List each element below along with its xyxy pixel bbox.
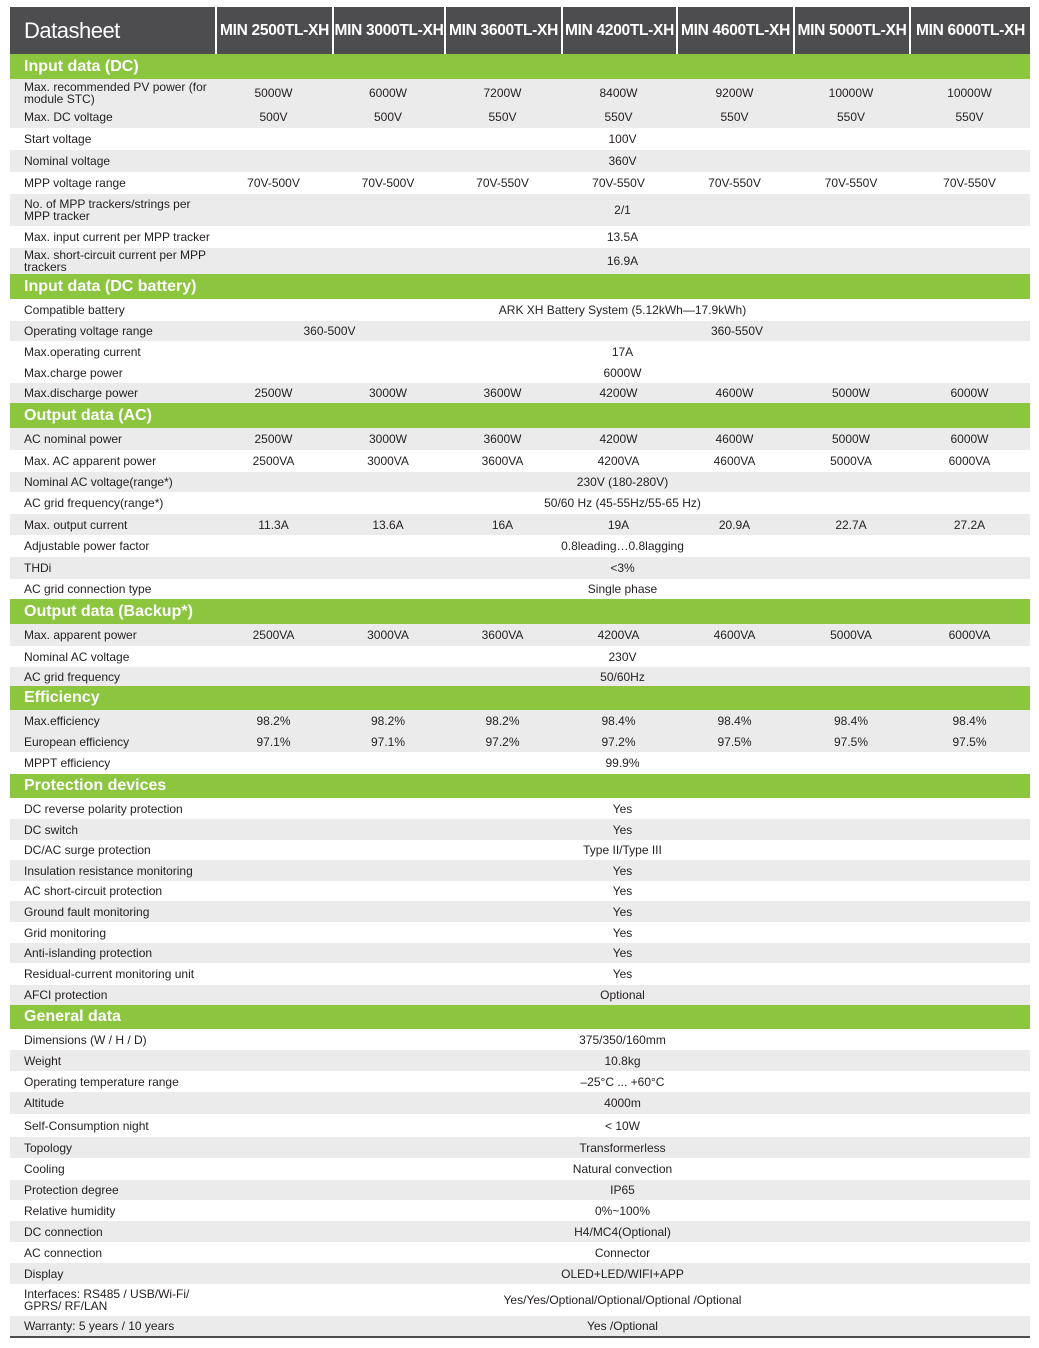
value-cell: 70V-550V xyxy=(708,176,761,190)
value-cell: 4600VA xyxy=(713,454,756,468)
value-cell: 70V-550V xyxy=(476,176,529,190)
table-row xyxy=(10,943,1030,963)
value-cell: 6000VA xyxy=(948,628,991,642)
column-header-model: MIN 3600TL-XH xyxy=(444,7,561,54)
table-row xyxy=(10,985,1030,1005)
value-cell: 98.4% xyxy=(717,713,752,728)
section-header: Input data (DC battery) xyxy=(10,274,1030,299)
row-label: AC grid connection type xyxy=(24,582,152,596)
value-cell: 70V-550V xyxy=(824,176,878,190)
row-label: Nominal AC voltage xyxy=(24,649,130,664)
table-row xyxy=(10,428,1030,450)
value-cell: 27.2A xyxy=(953,517,986,532)
section-header: Output data (Backup*) xyxy=(10,599,1030,624)
row-label: AC grid frequency xyxy=(24,669,121,684)
table-row xyxy=(10,1137,1030,1158)
row-label: DC connection xyxy=(24,1224,103,1239)
section-header: Output data (AC) xyxy=(10,403,1030,428)
row-label: Insulation resistance monitoring xyxy=(24,863,193,878)
value-cell: 7200W xyxy=(483,85,522,100)
row-label: Residual-current monitoring unit xyxy=(24,967,195,981)
value-cell: 98.4% xyxy=(601,713,636,728)
row-label: Altitude xyxy=(24,1096,65,1110)
value-cell: 2500W xyxy=(254,386,293,400)
merged-value-cell: Connector xyxy=(594,1245,651,1260)
value-cell: 3000VA xyxy=(367,628,409,642)
table-row xyxy=(10,1114,1030,1137)
merged-value-cell: 6000W xyxy=(603,366,642,380)
row-label: Max.charge power xyxy=(24,366,123,380)
merged-value-cell: 0.8leading…0.8lagging xyxy=(561,539,684,553)
datasheet-table xyxy=(10,7,1030,1338)
merged-value-cell: 230V xyxy=(608,649,637,664)
table-row xyxy=(10,579,1030,599)
row-label: Max.efficiency xyxy=(24,713,100,728)
row-label: Dimensions (W / H / D) xyxy=(24,1032,147,1047)
table-row xyxy=(10,514,1030,535)
table-row xyxy=(10,341,1030,363)
merged-value-cell: IP65 xyxy=(610,1183,635,1197)
value-cell: 2500VA xyxy=(252,628,295,642)
row-label: No. of MPP trackers/strings per MPP tracker xyxy=(24,197,191,223)
value-cell: 4200W xyxy=(599,386,638,400)
table-row xyxy=(10,1200,1030,1221)
table-row xyxy=(10,922,1030,943)
row-label: Max. AC apparent power xyxy=(24,454,157,468)
row-label: Warranty: 5 years / 10 years xyxy=(24,1319,175,1333)
value-cell: 2500VA xyxy=(252,454,295,468)
table-row xyxy=(10,1180,1030,1200)
value-cell: 70V-500V xyxy=(361,176,415,190)
merged-value-cell: Yes xyxy=(612,904,633,919)
merged-value-cell: Yes xyxy=(612,822,633,837)
row-label: Protection degree xyxy=(24,1183,119,1197)
row-label: Operating temperature range xyxy=(24,1074,179,1089)
merged-value-cell: 13.5A xyxy=(606,230,639,244)
bottom-rule xyxy=(10,1336,1030,1338)
merged-value-cell: Yes/Yes/Optional/Optional/Optional /Optional xyxy=(503,1293,742,1307)
column-header-model: MIN 4600TL-XH xyxy=(676,7,793,54)
value-cell: 9200W xyxy=(715,85,754,100)
table-row xyxy=(10,194,1030,226)
value-cell: 3000VA xyxy=(367,454,409,468)
value-cell: 3600VA xyxy=(481,628,524,642)
row-label: Self-Consumption night xyxy=(24,1118,149,1133)
value-cell: 6000W xyxy=(950,386,989,400)
merged-value-cell: 50/60 Hz (45-55Hz/55-65 Hz) xyxy=(544,496,701,510)
table-row xyxy=(10,731,1030,752)
row-label: Max. input current per MPP tracker xyxy=(24,230,210,244)
merged-value-cell: Yes xyxy=(612,967,633,981)
table-row xyxy=(10,321,1030,341)
value-cell: 19A xyxy=(607,517,630,532)
merged-value-cell: OLED+LED/WIFI+APP xyxy=(561,1266,684,1281)
value-cell: 5000VA xyxy=(830,454,872,468)
merged-value-cell: 360V xyxy=(608,154,637,168)
value-cell: 6000VA xyxy=(948,454,991,468)
row-label: Topology xyxy=(24,1140,73,1155)
row-label: AC short-circuit protection xyxy=(24,884,163,898)
value-cell: 16A xyxy=(491,517,514,532)
value-cell: 98.4% xyxy=(952,713,987,728)
table-row xyxy=(10,226,1030,248)
value-cell: 4200VA xyxy=(597,454,640,468)
value-cell: 13.6A xyxy=(372,517,404,532)
row-label: Compatible battery xyxy=(24,303,125,317)
table-row xyxy=(10,819,1030,840)
value-cell: 550V xyxy=(604,110,633,124)
value-cell: 550V xyxy=(720,110,749,124)
value-cell: 97.5% xyxy=(833,734,869,749)
row-label: Start voltage xyxy=(24,132,92,146)
column-header-model: MIN 5000TL-XH xyxy=(793,7,909,54)
column-header-model: MIN 4200TL-XH xyxy=(561,7,676,54)
column-header-model: MIN 3000TL-XH xyxy=(332,7,444,54)
merged-value-cell: 4000m xyxy=(604,1096,641,1110)
row-label: Relative humidity xyxy=(24,1203,116,1218)
value-cell: 10000W xyxy=(947,85,992,100)
table-row xyxy=(10,450,1030,472)
row-label: Operating voltage range xyxy=(24,324,153,338)
value-cell: 5000W xyxy=(831,432,871,446)
row-label: Anti-islanding protection xyxy=(24,946,153,960)
merged-value-cell: 230V (180-280V) xyxy=(576,475,669,489)
merged-value-cell: Transformerless xyxy=(579,1140,666,1155)
table-row xyxy=(10,106,1030,128)
value-cell: 3600VA xyxy=(481,454,524,468)
merged-value-cell: 375/350/160mm xyxy=(579,1032,666,1047)
value-cell: 20.9A xyxy=(718,517,751,532)
table-row xyxy=(10,1092,1030,1114)
row-label: AC nominal power xyxy=(24,432,123,446)
row-label: Grid monitoring xyxy=(24,925,107,940)
row-label: DC switch xyxy=(24,822,79,837)
table-row xyxy=(10,363,1030,383)
table-row xyxy=(10,472,1030,492)
merged-value-cell: Single phase xyxy=(587,582,658,596)
table-row xyxy=(10,901,1030,922)
merged-value-cell: 50/60Hz xyxy=(600,669,645,684)
table-row xyxy=(10,710,1030,731)
row-label: DC/AC surge protection xyxy=(24,843,151,857)
row-label: Ground fault monitoring xyxy=(24,904,150,919)
table-row xyxy=(10,1221,1030,1242)
value-cell: 550V xyxy=(836,110,866,124)
merged-value-cell: <3% xyxy=(610,561,635,575)
merged-value-cell: Type II/Type III xyxy=(583,843,662,857)
table-header xyxy=(10,7,1030,54)
table-row xyxy=(10,299,1030,321)
table-row xyxy=(10,1050,1030,1071)
row-label: Interfaces: RS485 / USB/Wi-Fi/ GPRS/ RF/LAN xyxy=(24,1287,190,1313)
table-row xyxy=(10,535,1030,557)
table-row xyxy=(10,1242,1030,1263)
merged-value-cell: 10.8kg xyxy=(604,1053,641,1068)
row-label: Nominal voltage xyxy=(24,154,111,168)
value-cell: 70V-550V xyxy=(592,176,645,190)
value-cell: 4600W xyxy=(715,432,754,446)
table-row xyxy=(10,1071,1030,1092)
value-cell: 3000W xyxy=(368,432,408,446)
table-row xyxy=(10,383,1030,403)
value-cell: 70V-550V xyxy=(943,176,996,190)
value-cell: 550V xyxy=(955,110,984,124)
value-cell: 6000W xyxy=(950,432,989,446)
value-cell: 98.2% xyxy=(485,713,520,728)
merged-value-cell: Yes xyxy=(612,801,633,816)
value-cell: 360-500V xyxy=(303,324,356,338)
row-label: Cooling xyxy=(24,1162,65,1176)
value-cell: 3600W xyxy=(483,386,522,400)
merged-value-cell: Yes xyxy=(612,946,633,960)
value-cell: 10000W xyxy=(828,85,874,100)
value-cell: 4600VA xyxy=(713,628,756,642)
merged-value-cell: Optional xyxy=(600,988,645,1002)
column-header-model: MIN 6000TL-XH xyxy=(909,7,1030,54)
merged-value-cell: –25°C ... +60°C xyxy=(580,1074,665,1089)
merged-value-cell: Yes /Optional xyxy=(587,1319,658,1333)
row-label: Weight xyxy=(24,1053,62,1068)
value-cell: 6000W xyxy=(368,85,408,100)
row-label: Nominal AC voltage(range*) xyxy=(24,475,173,489)
value-cell: 4600W xyxy=(715,386,754,400)
value-cell: 3000W xyxy=(368,386,408,400)
table-row xyxy=(10,150,1030,172)
column-header-model: MIN 2500TL-XH xyxy=(215,7,332,54)
value-cell: 2500W xyxy=(254,432,293,446)
table-row xyxy=(10,557,1030,579)
value-cell: 97.2% xyxy=(601,734,636,749)
table-row xyxy=(10,1029,1030,1050)
row-label: European efficiency xyxy=(24,734,130,749)
table-row xyxy=(10,79,1030,106)
table-row xyxy=(10,840,1030,860)
table-row xyxy=(10,492,1030,514)
table-row xyxy=(10,881,1030,901)
section-header: General data xyxy=(10,1005,1030,1029)
value-cell: 97.5% xyxy=(952,734,987,749)
value-cell: 550V xyxy=(488,110,517,124)
table-row xyxy=(10,963,1030,985)
page-title: Datasheet xyxy=(10,7,215,54)
row-label: Max. output current xyxy=(24,517,128,532)
merged-value-cell: < 10W xyxy=(604,1118,640,1133)
merged-value-cell: H4/MC4(Optional) xyxy=(574,1224,671,1239)
table-row xyxy=(10,667,1030,686)
row-label: MPPT efficiency xyxy=(24,756,111,770)
row-label: AC grid frequency(range*) xyxy=(24,496,164,510)
row-label: MPP voltage range xyxy=(24,176,126,190)
row-label: AC connection xyxy=(24,1245,103,1260)
merged-value-cell: Natural convection xyxy=(572,1162,673,1176)
merged-value-cell: Yes xyxy=(612,884,633,898)
row-label: Max. short-circuit current per MPP trackers xyxy=(24,248,206,274)
row-label: THDi xyxy=(24,561,52,575)
row-label: AFCI protection xyxy=(24,988,108,1002)
table-row xyxy=(10,172,1030,194)
table-row xyxy=(10,860,1030,881)
value-cell: 5000VA xyxy=(830,628,872,642)
section-header: Protection devices xyxy=(10,774,1030,798)
merged-value-cell: 2/1 xyxy=(614,203,631,217)
table-row xyxy=(10,1284,1030,1316)
value-cell: 98.2% xyxy=(256,713,291,728)
merged-value-cell: 17A xyxy=(611,345,634,359)
row-label: Display xyxy=(24,1266,64,1281)
value-cell: 97.1% xyxy=(370,734,406,749)
merged-value-cell: 99.9% xyxy=(605,756,640,770)
table-row xyxy=(10,128,1030,150)
value-cell: 8400W xyxy=(599,85,638,100)
table-row xyxy=(10,624,1030,646)
value-cell: 5000W xyxy=(254,85,293,100)
merged-value-cell: Yes xyxy=(612,863,633,878)
table-row xyxy=(10,1158,1030,1180)
value-cell: 98.4% xyxy=(833,713,869,728)
merged-value-cell: ARK XH Battery System (5.12kWh—17.9kWh) xyxy=(498,303,747,317)
section-header: Input data (DC) xyxy=(10,54,1030,79)
table-row xyxy=(10,752,1030,774)
value-cell: 98.2% xyxy=(370,713,406,728)
row-label: Max. apparent power xyxy=(24,628,137,642)
value-cell: 11.3A xyxy=(258,517,289,532)
row-label: Max.operating current xyxy=(24,345,141,359)
value-cell: 97.2% xyxy=(485,734,520,749)
value-cell: 4200W xyxy=(599,432,638,446)
table-row xyxy=(10,1263,1030,1284)
row-label: Max. DC voltage xyxy=(24,110,113,124)
table-body xyxy=(10,54,1030,1336)
value-cell: 22.7A xyxy=(835,517,867,532)
section-header: Efficiency xyxy=(10,686,1030,710)
row-label: DC reverse polarity protection xyxy=(24,801,183,816)
table-row xyxy=(10,248,1030,274)
merged-value-cell: Yes xyxy=(612,925,633,940)
value-cell: 500V xyxy=(373,110,403,124)
value-cell: 70V-500V xyxy=(247,176,300,190)
value-cell: 4200VA xyxy=(597,628,640,642)
table-row xyxy=(10,798,1030,819)
row-label: Max. recommended PV power (for module STC) xyxy=(24,79,207,106)
value-cell: 5000W xyxy=(831,386,871,400)
value-cell: 500V xyxy=(259,110,288,124)
merged-value-cell: 100V xyxy=(608,132,637,146)
value-cell: 97.1% xyxy=(256,734,291,749)
value-cell: 97.5% xyxy=(717,734,752,749)
row-label: Adjustable power factor xyxy=(24,539,150,553)
table-row xyxy=(10,646,1030,667)
table-row xyxy=(10,1316,1030,1336)
value-cell: 3600W xyxy=(483,432,522,446)
merged-value-cell: 0%~100% xyxy=(594,1203,651,1218)
row-label: Max.discharge power xyxy=(24,386,139,400)
value-cell: 360-550V xyxy=(710,324,764,338)
merged-value-cell: 16.9A xyxy=(606,254,639,268)
